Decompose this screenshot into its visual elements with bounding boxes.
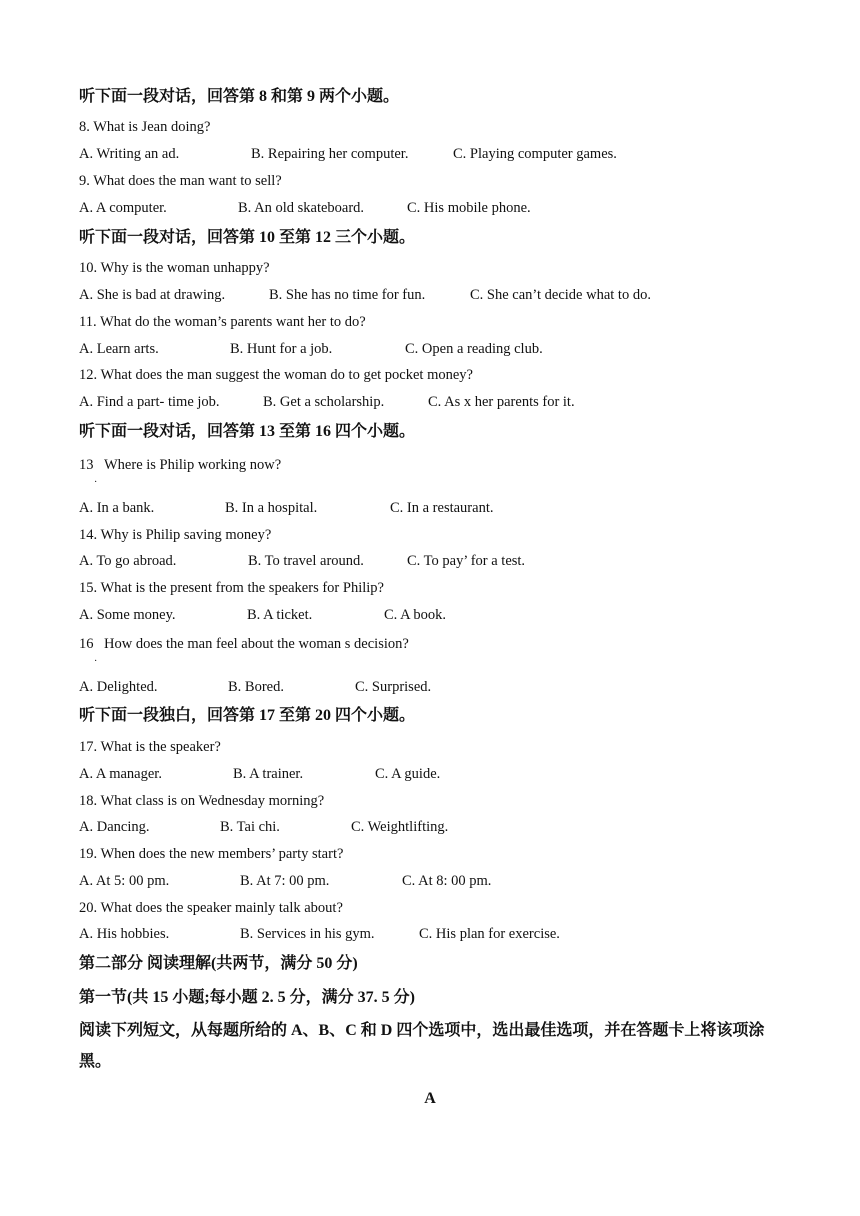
option-11-c: C. Open a reading club.	[405, 341, 543, 357]
question-9: 9. What does the man want to sell?	[79, 173, 282, 189]
option-20-b: B. Services in his gym.	[240, 926, 375, 942]
option-11-b: B. Hunt for a job.	[230, 341, 333, 357]
passage-label: A	[424, 1090, 436, 1107]
question-13-mark: ·	[94, 477, 98, 488]
section-heading-13-16: 听下面一段对话，回答第 13 至第 16 四个小题。	[79, 423, 416, 440]
option-20-c: C. His plan for exercise.	[419, 926, 560, 942]
question-14: 14. Why is Philip saving money?	[79, 527, 272, 543]
option-15-c: C. A book.	[384, 607, 447, 623]
option-20-a: A. His hobbies.	[79, 926, 170, 942]
option-18-b: B. Tai chi.	[220, 819, 280, 835]
option-10-b: B. She has no time for fun.	[269, 287, 426, 303]
option-13-b: B. In a hospital.	[225, 500, 318, 516]
question-13-text: Where is Philip working now?	[104, 457, 282, 473]
option-16-b: B. Bored.	[228, 679, 284, 695]
part2-section1-title: 第一节(共 15 小题;每小题 2. 5 分，满分 37. 5 分)	[79, 989, 415, 1006]
option-10-a: A. She is bad at drawing.	[79, 287, 226, 303]
option-19-b: B. At 7: 00 pm.	[240, 873, 330, 889]
option-17-b: B. A trainer.	[233, 766, 304, 782]
question-13-number: 13	[79, 457, 94, 473]
question-12: 12. What does the man suggest the woman do to get pocket money?	[79, 367, 473, 383]
option-16-a: A. Delighted.	[79, 679, 158, 695]
option-19-a: A. At 5: 00 pm.	[79, 873, 170, 889]
option-16-c: C. Surprised.	[355, 679, 432, 695]
option-18-a: A. Dancing.	[79, 819, 150, 835]
section-heading-10-12: 听下面一段对话，回答第 10 至第 12 三个小题。	[79, 229, 416, 246]
option-8-c: C. Playing computer games.	[453, 146, 617, 162]
section-heading-17-20: 听下面一段独白，回答第 17 至第 20 四个小题。	[79, 707, 416, 724]
question-19: 19. When does the new members’ party start?	[79, 846, 344, 862]
option-13-c: C. In a restaurant.	[390, 500, 494, 516]
option-17-a: A. A manager.	[79, 766, 162, 782]
option-12-c: C. As x her parents for it.	[428, 394, 575, 410]
option-9-a: A. A computer.	[79, 200, 167, 216]
option-14-a: A. To go abroad.	[79, 553, 177, 569]
question-10: 10. Why is the woman unhappy?	[79, 260, 270, 276]
question-16-number: 16	[79, 636, 94, 652]
option-18-c: C. Weightlifting.	[351, 819, 449, 835]
option-11-a: A. Learn arts.	[79, 341, 159, 357]
option-14-c: C. To pay’ for a test.	[407, 553, 526, 569]
question-15: 15. What is the present from the speakers for Philip?	[79, 580, 384, 596]
question-18: 18. What class is on Wednesday morning?	[79, 793, 325, 809]
question-20: 20. What does the speaker mainly talk about?	[79, 900, 343, 916]
question-16-text: How does the man feel about the woman s decision?	[104, 636, 409, 652]
option-12-a: A. Find a part- time job.	[79, 394, 220, 410]
part2-instruction: 阅读下列短文，从每题所给的 A、B、C 和 D 四个选项中，选出最佳选项，并在答题卡上将该项涂黑。	[79, 1022, 765, 1070]
option-8-a: A. Writing an ad.	[79, 146, 180, 162]
option-12-b: B. Get a scholarship.	[263, 394, 385, 410]
option-19-c: C. At 8: 00 pm.	[402, 873, 492, 889]
question-11: 11. What do the woman’s parents want her to do?	[79, 314, 366, 330]
option-14-b: B. To travel around.	[248, 553, 364, 569]
option-13-a: A. In a bank.	[79, 500, 155, 516]
option-9-b: B. An old skateboard.	[238, 200, 365, 216]
section-heading-8-9: 听下面一段对话，回答第 8 和第 9 两个小题。	[79, 88, 400, 105]
option-17-c: C. A guide.	[375, 766, 441, 782]
question-16-mark: ·	[94, 656, 98, 667]
part2-title: 第二部分 阅读理解(共两节，满分 50 分)	[79, 955, 358, 972]
question-8: 8. What is Jean doing?	[79, 119, 211, 135]
option-15-a: A. Some money.	[79, 607, 176, 623]
option-8-b: B. Repairing her computer.	[251, 146, 409, 162]
option-9-c: C. His mobile phone.	[407, 200, 531, 216]
option-10-c: C. She can’t decide what to do.	[470, 287, 651, 303]
question-17: 17. What is the speaker?	[79, 739, 221, 755]
option-15-b: B. A ticket.	[247, 607, 313, 623]
